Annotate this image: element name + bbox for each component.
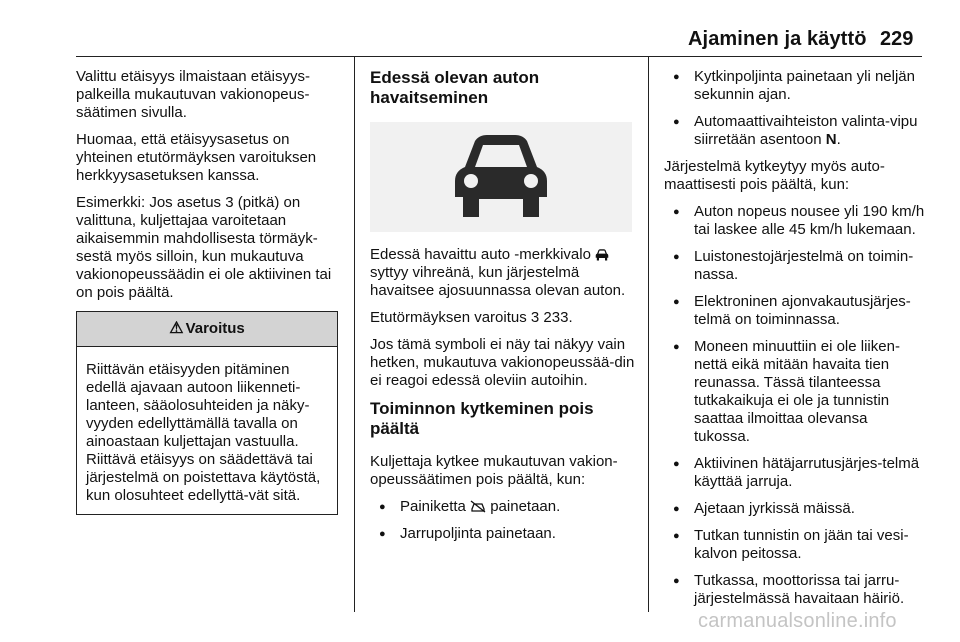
text-run: Edessä havaittu auto -merkkivalo — [370, 246, 596, 263]
column-1 — [76, 68, 338, 515]
gear-position: N — [825, 131, 837, 148]
paragraph: Valittu etäisyys ilmaistaan etäisyys-palkeilla mukautuvan vakionopeus-säätimen sivulla. — [76, 68, 310, 121]
paragraph: Järjestelmä kytkeytyy myös auto-maattisesti pois päältä, kun: — [664, 158, 885, 193]
text-run: Painiketta — [400, 498, 471, 515]
list-item: ● Kytkinpoljinta painetaan yli neljän sekunnin ajan. — [664, 68, 926, 104]
cancel-cruise-icon — [470, 500, 486, 513]
warning-header — [77, 312, 337, 347]
list-item: ● Jarrupoljinta painetaan. — [370, 525, 635, 543]
paragraph: Kuljettaja kytkee mukautuvan vakion-opeussäätimen pois päältä, kun: — [370, 453, 618, 488]
vehicle-ahead-icon — [595, 249, 609, 261]
paragraph — [370, 246, 635, 300]
paragraph — [370, 309, 635, 327]
paragraph: Jos tämä symboli ei näy tai näkyy vain hetken, mukautuva vakionopeussää-din ei reagoi edessä oleviin autoihin. — [370, 336, 635, 389]
paragraph: Huomaa, että etäisyysasetus on yhteinen etutörmäyksen varoituksen herkkyysasetuksen kanssa. — [76, 131, 317, 184]
watermark: carmanualsonline.info — [698, 610, 897, 632]
list-item: ● Tutkassa, moottorissa tai jarru-järjestelmässä havaitaan häiriö. — [664, 572, 926, 608]
vehicle-ahead-figure — [370, 122, 632, 232]
vehicle-ahead-icon — [451, 133, 551, 221]
text-run: . — [836, 131, 841, 148]
column-divider-left — [354, 56, 355, 612]
list-item: ● Moneen minuuttiin ei ole liiken-nettä eikä mitään havaita tien reunassa. Tässä tilanteessa tutkakaikuja ei ole ja tunnistin saattaa ilmoittaa olevansa tukossa. — [664, 338, 926, 446]
page-reference-link[interactable]: 3 233 — [530, 309, 569, 326]
list-item: ● Elektroninen ajonvakautusjärjes-telmä on toiminnassa. — [664, 293, 926, 329]
column-2 — [370, 68, 635, 552]
list-item — [664, 113, 926, 149]
section-heading: Toiminnon kytkeminen pois päältä — [370, 399, 594, 438]
list-item: ● Auton nopeus nousee yli 190 km/h tai laskee alle 45 km/h lukemaan. — [664, 203, 926, 239]
list-item: ● Ajetaan jyrkissä mäissä. — [664, 500, 926, 518]
text-run: . — [568, 309, 573, 326]
column-3 — [664, 68, 926, 617]
section-heading: Edessä olevan auton havaitseminen — [370, 68, 540, 107]
column-divider-right — [648, 56, 649, 612]
list-item: ● Luistonestojärjestelmä on toimin-nassa. — [664, 248, 926, 284]
bullet-list — [664, 203, 926, 608]
paragraph: Esimerkki: Jos asetus 3 (pitkä) on valittuna, kuljettajaa varoitetaan aikaisemmin mahdollisesta törmäyk-sestä myös silloin, kun mukautuva vakionopeussäädin ei ole aktiivinen tai on pois päältä. — [76, 194, 332, 301]
text-run: painetaan. — [486, 498, 561, 515]
warning-title: Varoitus — [185, 320, 245, 337]
text-run: syttyy vihreänä, kun järjestelmä havaitsee ajosuunnassa olevan auton. — [370, 264, 626, 299]
text-run: Etutörmäyksen varoitus — [370, 309, 531, 326]
list-item: ● Tutkan tunnistin on jään tai vesi-kalvon peitossa. — [664, 527, 926, 563]
warning-box — [76, 311, 338, 515]
warning-triangle-icon: ⚠ — [169, 320, 184, 337]
header-title: Ajaminen ja käyttö — [688, 28, 867, 50]
warning-body: Riittävän etäisyyden pitäminen edellä ajavaan autoon liikenneti-lanteen, sääolosuhteiden ja näky-vyyden edellyttämällä tavalla on ainoastaan kuljettajan vastuulla. Riittävä etäisyys on säädettävä tai järjestelmä on poistettava käytöstä, kun olosuhteet edellyttä-vät sitä. — [86, 361, 321, 504]
list-item — [370, 498, 635, 516]
page-number: 229 — [880, 28, 914, 50]
bullet-list — [664, 68, 926, 149]
list-item: ● Aktiivinen hätäjarrutusjärjes-telmä käyttää jarruja. — [664, 455, 926, 491]
text-run: Automaattivaihteiston valinta-vipu siirretään asentoon — [694, 113, 918, 148]
header-rule — [76, 56, 922, 57]
bullet-list — [370, 498, 635, 543]
